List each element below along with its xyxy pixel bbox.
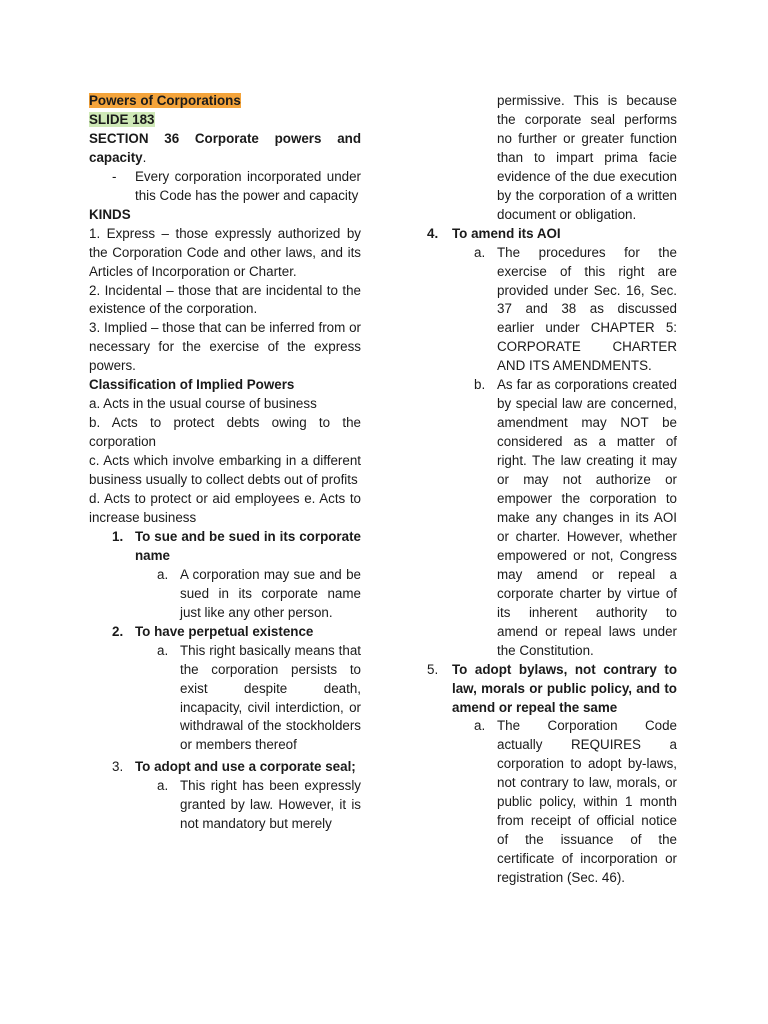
power-title: To have perpetual existence [135, 623, 314, 639]
doc-title: Powers of Corporations [89, 93, 241, 108]
sub-marker: a. [157, 778, 169, 794]
sub-text: As far as corporations created by special law are concerned, amendment may NOT be considered as a matter of right. The law creating it may or may not authorize or empower the corporation to make any changes in its AOI or charter. However, whether empowered or not, Congress may amend or repeal a corporate charter by virtue of its inherent authority to amend or repeal laws under the Constitution. [497, 377, 677, 658]
sub-marker: a. [474, 718, 486, 734]
slide-label: SLIDE 183 [89, 111, 155, 127]
sub-marker: a. [157, 642, 169, 658]
right-column [427, 92, 677, 888]
implied-item-d: d. Acts to protect or aid employees e. Acts to increase business [89, 491, 361, 525]
power-3 [89, 758, 361, 777]
sub-text: A corporation may sue and be sued in its corporate name just like any other person. [180, 566, 361, 620]
section-item [89, 168, 361, 206]
sub-marker: a. [474, 244, 486, 260]
sub-text: This right has been expressly granted by law. However, it is not mandatory but merely [180, 778, 361, 832]
implied-heading: Classification of Implied Powers [89, 377, 295, 393]
power-number: 1. [112, 528, 124, 544]
continued-paragraph: permissive. This is because the corporate seal performs no further or greater function than to impart prima facie evidence of the due execution by the corporation of a written document or obligation. [497, 93, 677, 222]
section-period: . [142, 149, 147, 165]
power-title: To adopt bylaws, not contrary to law, morals or public policy, and to amend or repeal the same [452, 661, 677, 715]
power-4 [427, 225, 677, 244]
power-2 [89, 623, 361, 642]
title-line [89, 92, 361, 111]
section-heading-line [89, 130, 361, 168]
power-title: To amend its AOI [452, 225, 561, 241]
power-number: 5. [427, 661, 439, 677]
kind-implied: 3. Implied – those that can be inferred from or necessary for the exercise of the express powers. [89, 320, 361, 374]
kind-express: 1. Express – those expressly authorized by the Corporation Code and other laws, and its Articles of Incorporation or Charter. [89, 225, 361, 279]
power-title: To sue and be sued in its corporate name [135, 528, 361, 563]
power-number: 4. [427, 225, 439, 241]
slide-line [89, 111, 361, 130]
implied-item-c: c. Acts which involve embarking in a different business usually to collect debts out of profits [89, 453, 361, 488]
section-item-text: Every corporation incorporated under this Code has the power and capacity [135, 168, 361, 203]
power-1 [89, 528, 361, 566]
implied-item-b: b. Acts to protect debts owing to the corporation [89, 415, 361, 450]
power-3-sub-a [89, 777, 361, 834]
section-heading: SECTION 36 Corporate powers and capacity [89, 130, 361, 165]
power-2-sub-a [89, 642, 361, 756]
kinds-heading: KINDS [89, 206, 131, 222]
power-4-sub-b [427, 376, 677, 660]
left-column [89, 92, 361, 834]
implied-item-a: a. Acts in the usual course of business [89, 396, 317, 412]
power-number: 3. [112, 759, 124, 775]
sub-marker: b. [474, 377, 486, 393]
sub-text: The Corporation Code actually REQUIRES a corporation to adopt by-laws, not contrary to law, morals, or public policy, within 1 month from receipt of official notice of the issuance of the certificate of incorporation or registration (Sec. 46). [497, 718, 677, 886]
power-5 [427, 661, 677, 718]
power-5-sub-a [427, 717, 677, 888]
dash-marker: - [112, 168, 117, 184]
sub-text: This right basically means that the corporation persists to exist despite death, incapacity, civil interdiction, or withdrawal of the stockholders or members thereof [180, 642, 361, 753]
kind-incidental: 2. Incidental – those that are incidental to the existence of the corporation. [89, 282, 361, 317]
power-number: 2. [112, 623, 124, 639]
power-1-sub-a [89, 566, 361, 623]
sub-text: The procedures for the exercise of this right are provided under Sec. 16, Sec. 37 and 38 as discussed earlier under CHAPTER 5: CORPORATE CHARTER AND ITS AMENDMENTS. [497, 244, 677, 374]
sub-marker: a. [157, 566, 169, 582]
power-title: To adopt and use a corporate seal; [135, 759, 356, 775]
power-4-sub-a [427, 244, 677, 377]
